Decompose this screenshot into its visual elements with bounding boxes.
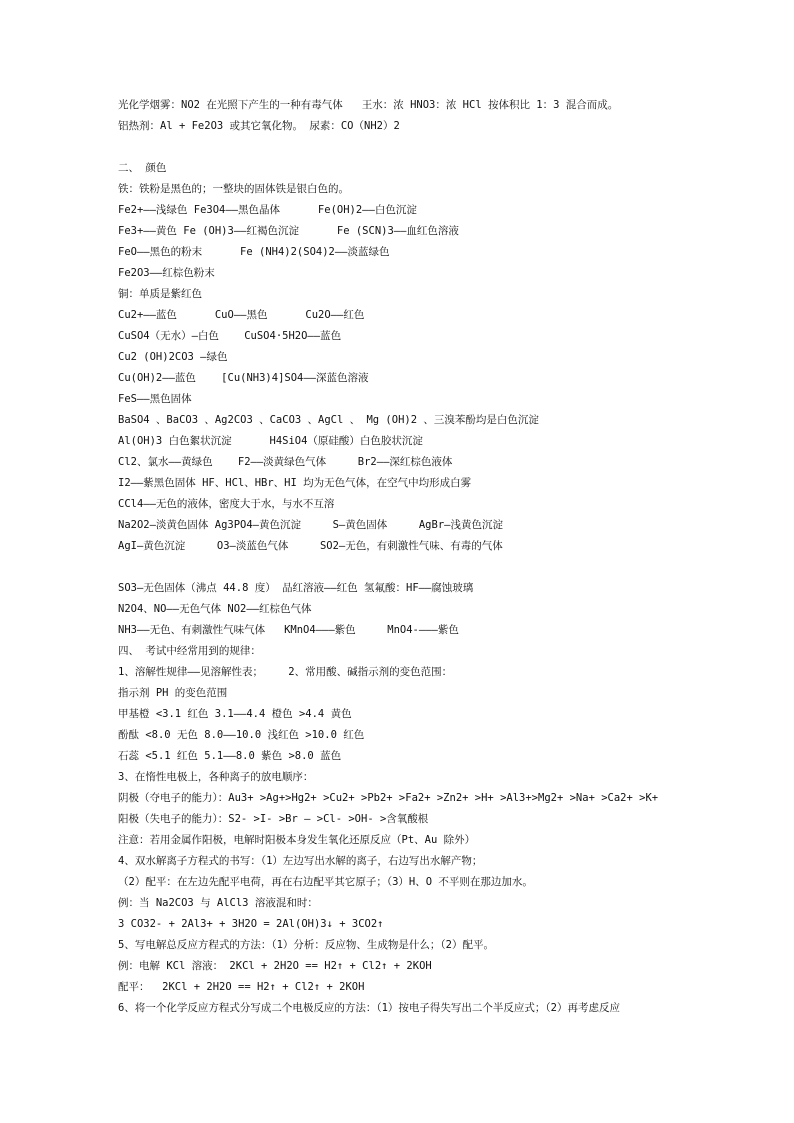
text-line: FeS——黑色固体	[118, 393, 192, 405]
text-line: Fe2+——浅绿色 Fe3O4——黑色晶体 Fe(OH)2——白色沉淀	[118, 204, 417, 216]
text-line: Cu2 (OH)2CO3 —绿色	[118, 351, 228, 363]
text-line: Cu(OH)2——蓝色 [Cu(NH3)4]SO4——深蓝色溶液	[118, 372, 369, 384]
text-line: 4、双水解离子方程式的书写：（1）左边写出水解的离子，右边写出水解产物；	[118, 855, 483, 867]
text-line: AgI—黄色沉淀 O3—淡蓝色气体 SO2—无色，有刺激性气味、有毒的气体	[118, 540, 503, 552]
text-line: Cl2、氯水——黄绿色 F2——淡黄绿色气体 Br2——深红棕色液体	[118, 456, 453, 468]
text-line: SO3—无色固体（沸点 44.8 度） 品红溶液——红色 氢氟酸：HF——腐蚀玻璃	[118, 582, 474, 594]
text-line: 1、溶解性规律——见溶解性表； 2、常用酸、碱指示剂的变色范围：	[118, 666, 453, 678]
text-line: Fe3+——黄色 Fe (OH)3——红褐色沉淀 Fe (SCN)3——血红色溶液	[118, 225, 459, 237]
text-line: CCl4——无色的液体，密度大于水，与水不互溶	[118, 498, 335, 510]
equation-line: 3 CO32- + 2Al3+ + 3H2O = 2Al(OH)3↓ + 3CO2↑	[118, 918, 384, 930]
text-line: CuSO4（无水）—白色 CuSO4·5H2O——蓝色	[118, 330, 342, 342]
text-line: FeO——黑色的粉末 Fe (NH4)2(SO4)2——淡蓝绿色	[118, 246, 390, 258]
text-line: （2）配平：在左边先配平电荷，再在右边配平其它原子；（3）H、O 不平则在那边加水。	[118, 876, 533, 888]
section-heading: 二、 颜色	[118, 162, 167, 174]
text-line: 甲基橙 <3.1 红色 3.1——4.4 橙色 >4.4 黄色	[118, 708, 352, 720]
text-line: 酚酞 <8.0 无色 8.0——10.0 浅红色 >10.0 红色	[118, 729, 365, 741]
text-line: 铜：单质是紫红色	[118, 288, 202, 300]
text-line: 5、写电解总反应方程式的方法：（1）分析：反应物、生成物是什么；（2）配平。	[118, 939, 494, 951]
section-heading: 四、 考试中经常用到的规律：	[118, 645, 261, 657]
equation-line: 配平： 2KCl + 2H2O == H2↑ + Cl2↑ + 2KOH	[118, 981, 365, 993]
text-line: Fe2O3——红棕色粉末	[118, 267, 215, 279]
text-line: 石蕊 <5.1 红色 5.1——8.0 紫色 >8.0 蓝色	[118, 750, 342, 762]
text-line: 铁：铁粉是黑色的；一整块的固体铁是银白色的。	[118, 183, 349, 195]
text-line: 3、在惰性电极上，各种离子的放电顺序：	[118, 771, 314, 783]
text-line: 铝热剂：Al + Fe2O3 或其它氧化物。 尿素：CO（NH2）2	[118, 120, 400, 132]
text-line: 例：当 Na2CO3 与 AlCl3 溶液混和时：	[118, 897, 318, 909]
text-line: BaSO4 、BaCO3 、Ag2CO3 、CaCO3 、AgCl 、 Mg (OH)2 、三溴苯酚均是白色沉淀	[118, 414, 539, 426]
text-line: NH3——无色、有刺激性气味气体 KMnO4———紫色 MnO4-———紫色	[118, 624, 459, 636]
text-line: 注意：若用金属作阳极，电解时阳极本身发生氧化还原反应（Pt、Au 除外）	[118, 834, 476, 846]
text-line: 阳极（失电子的能力）：S2- >I- >Br – >Cl- >OH- >含氧酸根	[118, 813, 429, 825]
text-line: Na2O2—淡黄色固体 Ag3PO4—黄色沉淀 S—黄色固体 AgBr—浅黄色沉淀	[118, 519, 503, 531]
text-line: 阴极（夺电子的能力）：Au3+ >Ag+>Hg2+ >Cu2+ >Pb2+ >Fa2+ >Zn2+ >H+ >Al3+>Mg2+ >Na+ >Ca2+ >K+	[118, 792, 659, 804]
text-line: 6、将一个化学反应方程式分写成二个电极反应的方法：（1）按电子得失写出二个半反应式；（2）再考虑反应	[118, 1002, 620, 1014]
text-line: 指示剂 PH 的变色范围	[118, 687, 228, 699]
text-line: Al(OH)3 白色絮状沉淀 H4SiO4（原硅酸）白色胶状沉淀	[118, 435, 423, 447]
text-line: Cu2+——蓝色 CuO——黑色 Cu2O——红色	[118, 309, 365, 321]
equation-line: 例：电解 KCl 溶液： 2KCl + 2H2O == H2↑ + Cl2↑ + 2KOH	[118, 960, 432, 972]
text-line: N2O4、NO——无色气体 NO2——红棕色气体	[118, 603, 312, 615]
text-line: I2——紫黑色固体 HF、HCl、HBr、HI 均为无色气体，在空气中均形成白雾	[118, 477, 472, 489]
text-line: 光化学烟雾：NO2 在光照下产生的一种有毒气体 王水：浓 HNO3：浓 HCl 按体积比 1：3 混合而成。	[118, 99, 619, 111]
